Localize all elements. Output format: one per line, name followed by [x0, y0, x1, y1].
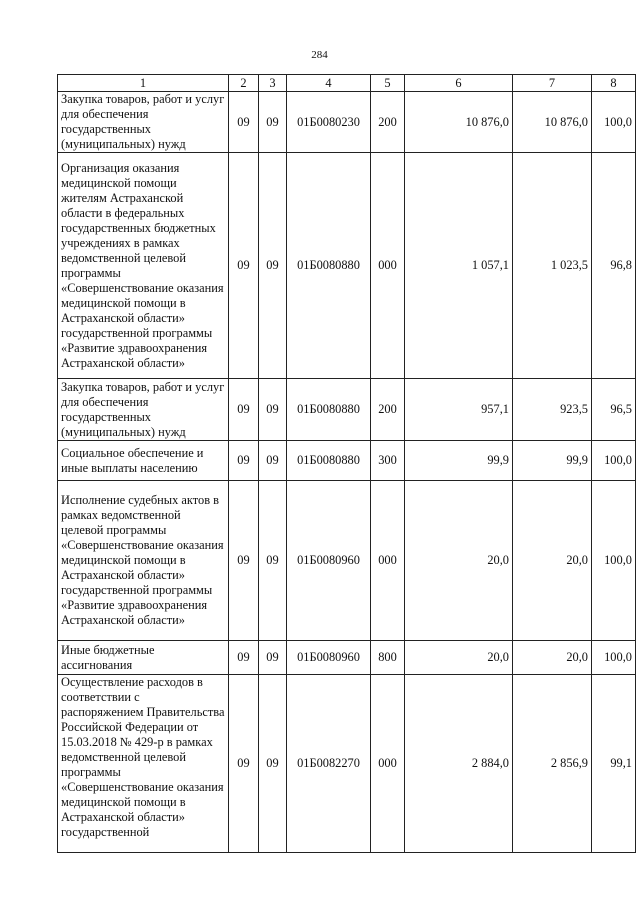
expense-type: 800	[371, 641, 405, 675]
row-description: Осуществление расходов в соответствии с распоряжением Правительства Российской Федерации от 15.03.2018 № 429-р в рамках ведомственной целевой программы «Совершенствование оказания медицинской помощи в Астраханской области» государственной	[58, 675, 229, 853]
target-article: 01Б0080880	[287, 441, 371, 481]
row-description: Исполнение судебных актов в рамках ведомственной целевой программы «Совершенствование оказания медицинской помощи в Астраханской области» государственной программы «Развитие здравоохранения Астраханской области»	[58, 481, 229, 641]
row-description: Иные бюджетные ассигнования	[58, 641, 229, 675]
table-header-row	[58, 75, 636, 92]
execution-percent: 99,1	[592, 675, 636, 853]
section-code: 09	[229, 92, 259, 153]
table-row	[58, 441, 636, 481]
row-description: Социальное обеспечение и иные выплаты населению	[58, 441, 229, 481]
subsection-code: 09	[259, 153, 287, 379]
actual-amount: 10 876,0	[513, 92, 592, 153]
header-cell: 8	[592, 75, 636, 92]
subsection-code: 09	[259, 641, 287, 675]
execution-percent: 100,0	[592, 92, 636, 153]
actual-amount: 1 023,5	[513, 153, 592, 379]
actual-amount: 99,9	[513, 441, 592, 481]
table-row	[58, 675, 636, 853]
expense-type: 000	[371, 481, 405, 641]
row-description: Закупка товаров, работ и услуг для обеспечения государственных (муниципальных) нужд	[58, 92, 229, 153]
subsection-code: 09	[259, 92, 287, 153]
page-number: 284	[311, 49, 328, 61]
section-code: 09	[229, 153, 259, 379]
header-cell: 5	[371, 75, 405, 92]
subsection-code: 09	[259, 441, 287, 481]
target-article: 01Б0080880	[287, 379, 371, 441]
planned-amount: 20,0	[405, 481, 513, 641]
actual-amount: 20,0	[513, 641, 592, 675]
header-cell: 7	[513, 75, 592, 92]
budget-table	[57, 74, 636, 853]
target-article: 01Б0082270	[287, 675, 371, 853]
execution-percent: 100,0	[592, 641, 636, 675]
planned-amount: 99,9	[405, 441, 513, 481]
execution-percent: 100,0	[592, 441, 636, 481]
target-article: 01Б0080880	[287, 153, 371, 379]
table-row	[58, 153, 636, 379]
planned-amount: 20,0	[405, 641, 513, 675]
table-row	[58, 481, 636, 641]
table-row	[58, 92, 636, 153]
execution-percent: 96,8	[592, 153, 636, 379]
execution-percent: 96,5	[592, 379, 636, 441]
subsection-code: 09	[259, 675, 287, 853]
header-cell: 1	[58, 75, 229, 92]
row-description: Закупка товаров, работ и услуг для обеспечения государственных (муниципальных) нужд	[58, 379, 229, 441]
section-code: 09	[229, 481, 259, 641]
subsection-code: 09	[259, 379, 287, 441]
row-description: Организация оказания медицинской помощи жителям Астраханской области в федеральных государственных бюджетных учреждениях в рамках ведомственной целевой программы «Совершенствование оказания медицинской помощи в Астраханской области» государственной программы «Развитие здравоохранения Астраханской области»	[58, 153, 229, 379]
expense-type: 200	[371, 92, 405, 153]
actual-amount: 20,0	[513, 481, 592, 641]
section-code: 09	[229, 675, 259, 853]
table-row	[58, 641, 636, 675]
header-cell: 4	[287, 75, 371, 92]
target-article: 01Б0080960	[287, 641, 371, 675]
planned-amount: 1 057,1	[405, 153, 513, 379]
header-cell: 3	[259, 75, 287, 92]
planned-amount: 957,1	[405, 379, 513, 441]
header-cell: 2	[229, 75, 259, 92]
expense-type: 300	[371, 441, 405, 481]
section-code: 09	[229, 379, 259, 441]
target-article: 01Б0080230	[287, 92, 371, 153]
planned-amount: 2 884,0	[405, 675, 513, 853]
expense-type: 200	[371, 379, 405, 441]
planned-amount: 10 876,0	[405, 92, 513, 153]
header-cell: 6	[405, 75, 513, 92]
section-code: 09	[229, 641, 259, 675]
actual-amount: 923,5	[513, 379, 592, 441]
section-code: 09	[229, 441, 259, 481]
expense-type: 000	[371, 153, 405, 379]
target-article: 01Б0080960	[287, 481, 371, 641]
expense-type: 000	[371, 675, 405, 853]
execution-percent: 100,0	[592, 481, 636, 641]
subsection-code: 09	[259, 481, 287, 641]
table-row	[58, 379, 636, 441]
actual-amount: 2 856,9	[513, 675, 592, 853]
